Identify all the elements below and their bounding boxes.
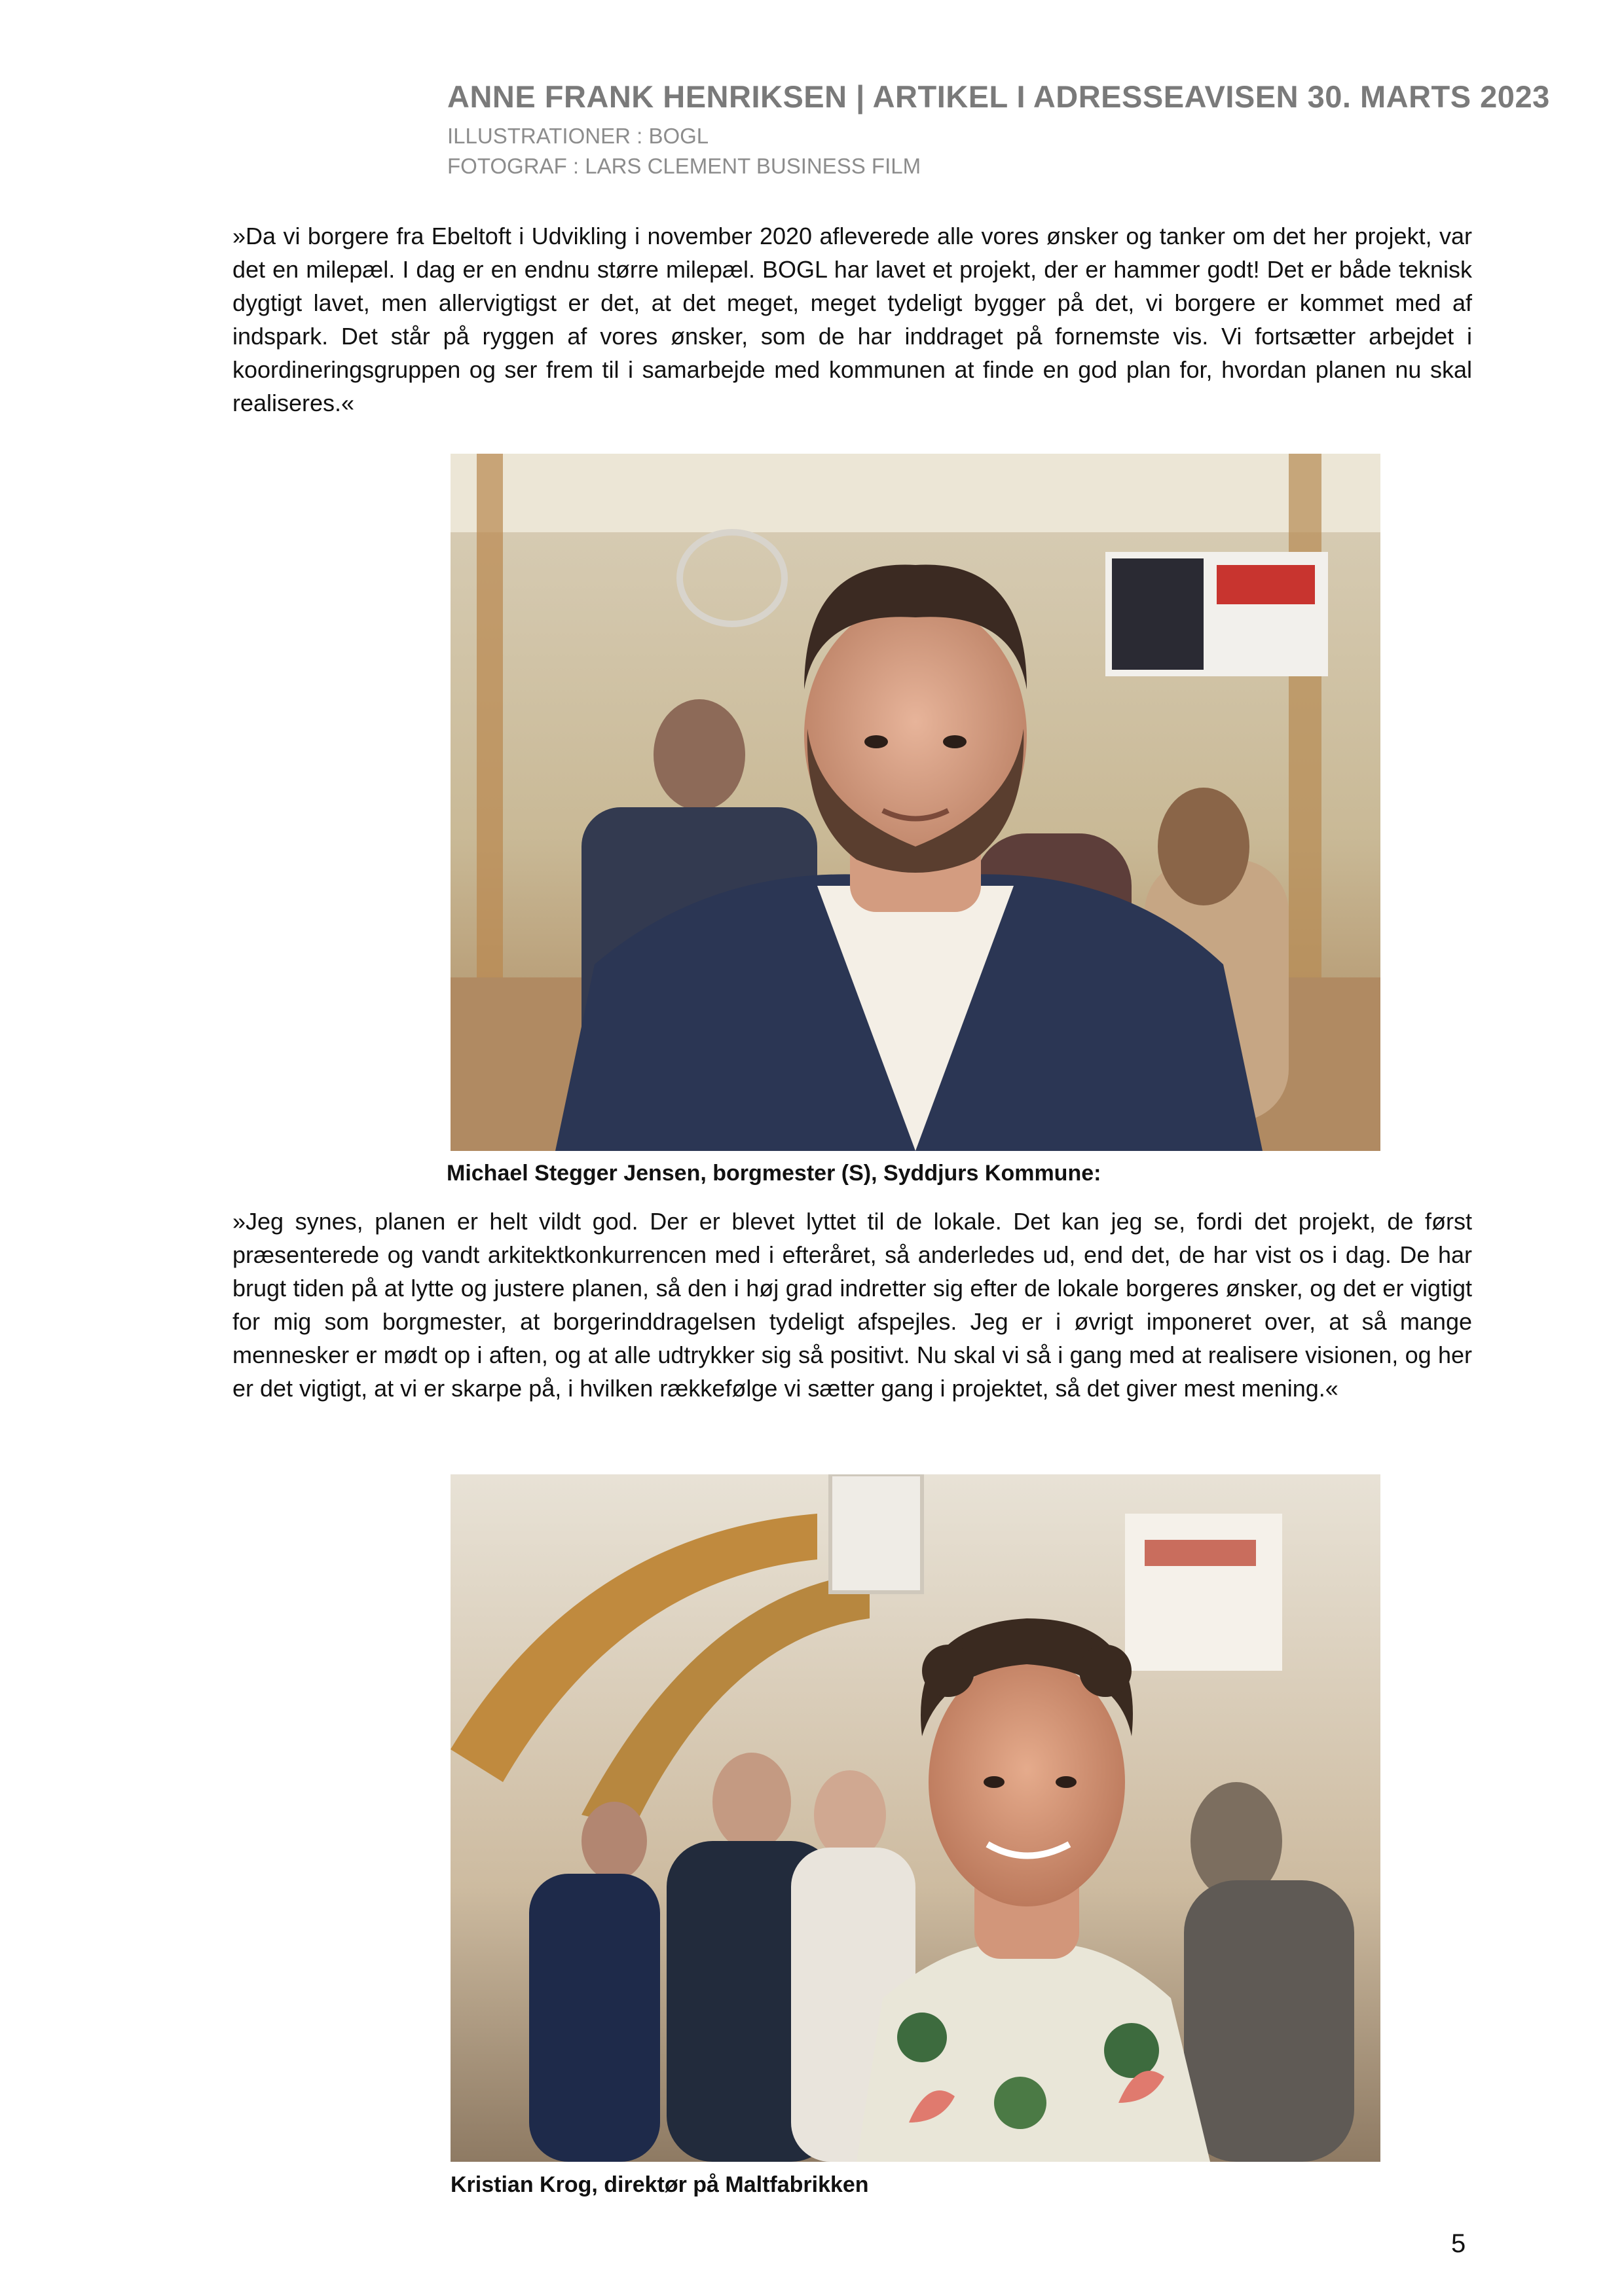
header-photographer: FOTOGRAF : LARS CLEMENT BUSINESS FILM <box>447 154 921 178</box>
quote-paragraph: »Jeg synes, planen er helt vildt god. Der er blevet lyttet til de lokale. Det kan jeg se, fordi det projekt, de først præsenterede og vandt arkitektkonkurrencen med i efteråret, så anderledes ud, end det, de har vist os i dag. De har brugt tiden på at lytte og justere planen, så den i høj grad indretter sig efter de lokale borgeres ønsker, og det er vigtigt for mig som borgmester, at borgerinddragelsen tydeligt afspejles. Jeg er i øvrigt imponeret over, at så mange mennesker er mødt op i aften, og at alle udtrykker sig så positivt. Nu skal vi så i gang med at realisere visionen, og her er det vigtigt, at vi er skarpe på, i hvilken rækkefølge vi sætter gang i projektet, så det giver mest mening.« <box>232 1208 1472 1402</box>
header-illustrations: ILLUSTRATIONER : BOGL <box>447 124 709 148</box>
quote-paragraph: »Da vi borgere fra Ebeltoft i Udvikling i november 2020 afleverede alle vores ønsker og tanker om det her projekt, var det en milepæl. I dag er en endnu større milepæl. BOGL har lavet et projekt, der er hammer godt! Det er både teknisk dygtigt lavet, men allervigtigst er det, at det meget, meget tydeligt bygger på det, vi borgere er kommet med af indspark. Det står på ryggen af vores ønsker, som de har inddraget på fornemste vis. Vi fortsætter arbejdet i koordineringsgruppen og ser frem til i samarbejde med kommunen at finde en god plan for, hvordan planen nu skal realiseres.« <box>232 223 1472 416</box>
page-header <box>447 79 1550 179</box>
page-number: 5 <box>1451 2229 1466 2258</box>
header-title: ANNE FRANK HENRIKSEN | ARTIKEL I ADRESSEAVISEN 30. MARTS 2023 <box>447 79 1550 114</box>
photo-illustration <box>451 454 1380 1151</box>
photo-caption: Kristian Krog, direktør på Maltfabrikken <box>451 2172 869 2197</box>
photo-caption: Michael Stegger Jensen, borgmester (S), Syddjurs Kommune: <box>447 1161 1101 1186</box>
portrait-photo-mayor <box>451 454 1380 1151</box>
photo-illustration <box>451 1474 1380 2162</box>
portrait-photo-director <box>451 1474 1380 2162</box>
